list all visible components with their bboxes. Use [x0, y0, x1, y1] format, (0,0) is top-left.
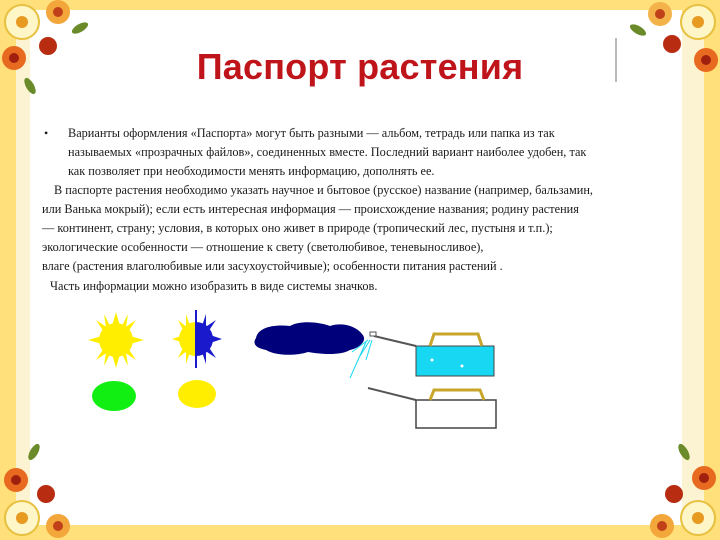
watering-can-full-icon [350, 332, 494, 378]
paragraph-2-line-1: В паспорте растения необходимо указать научное и бытовое (русское) название (например, бальзамин, [54, 183, 593, 197]
page-title: Паспорт растения [196, 46, 524, 87]
paragraph-1-line-2: называемых «прозрачных файлов», соединенных вместе. Последний вариант наиболее удобен, так [68, 145, 587, 159]
yellow-dot-icon [178, 380, 216, 408]
paragraph-2-line-2: или Ванька мокрый); если есть интересная информация — происхождение названия; родину растения [42, 202, 579, 216]
green-dot-icon [92, 381, 136, 411]
paragraph-1-line-1: Варианты оформления «Паспорта» могут быть разными — альбом, тетрадь или папка из так [68, 126, 555, 140]
paragraph-2-line-3: — континент, страну; условия, в которых оно живет в природе (тропический лес, пустыня и т.п.); [42, 221, 553, 235]
paragraph-1-line-3: как позволяет при необходимости менять информацию, дополнять ее. [68, 164, 435, 178]
paragraph-2-line-5: влаге (растения влаголюбивые или засухоустойчивые); особенности питания растений . [42, 259, 503, 273]
sun-half-shade-icon [172, 310, 222, 368]
paragraph-2-line-4: экологические особенности — отношение к свету (светолюбивое, теневыносливое), [42, 240, 484, 254]
bullet-marker: • [44, 126, 49, 140]
watering-can-empty-icon [368, 388, 496, 428]
icons-note: Часть информации можно изобразить в виде системы значков. [50, 279, 378, 293]
sun-full-icon [88, 312, 144, 368]
dark-cloud-icon [254, 322, 364, 355]
